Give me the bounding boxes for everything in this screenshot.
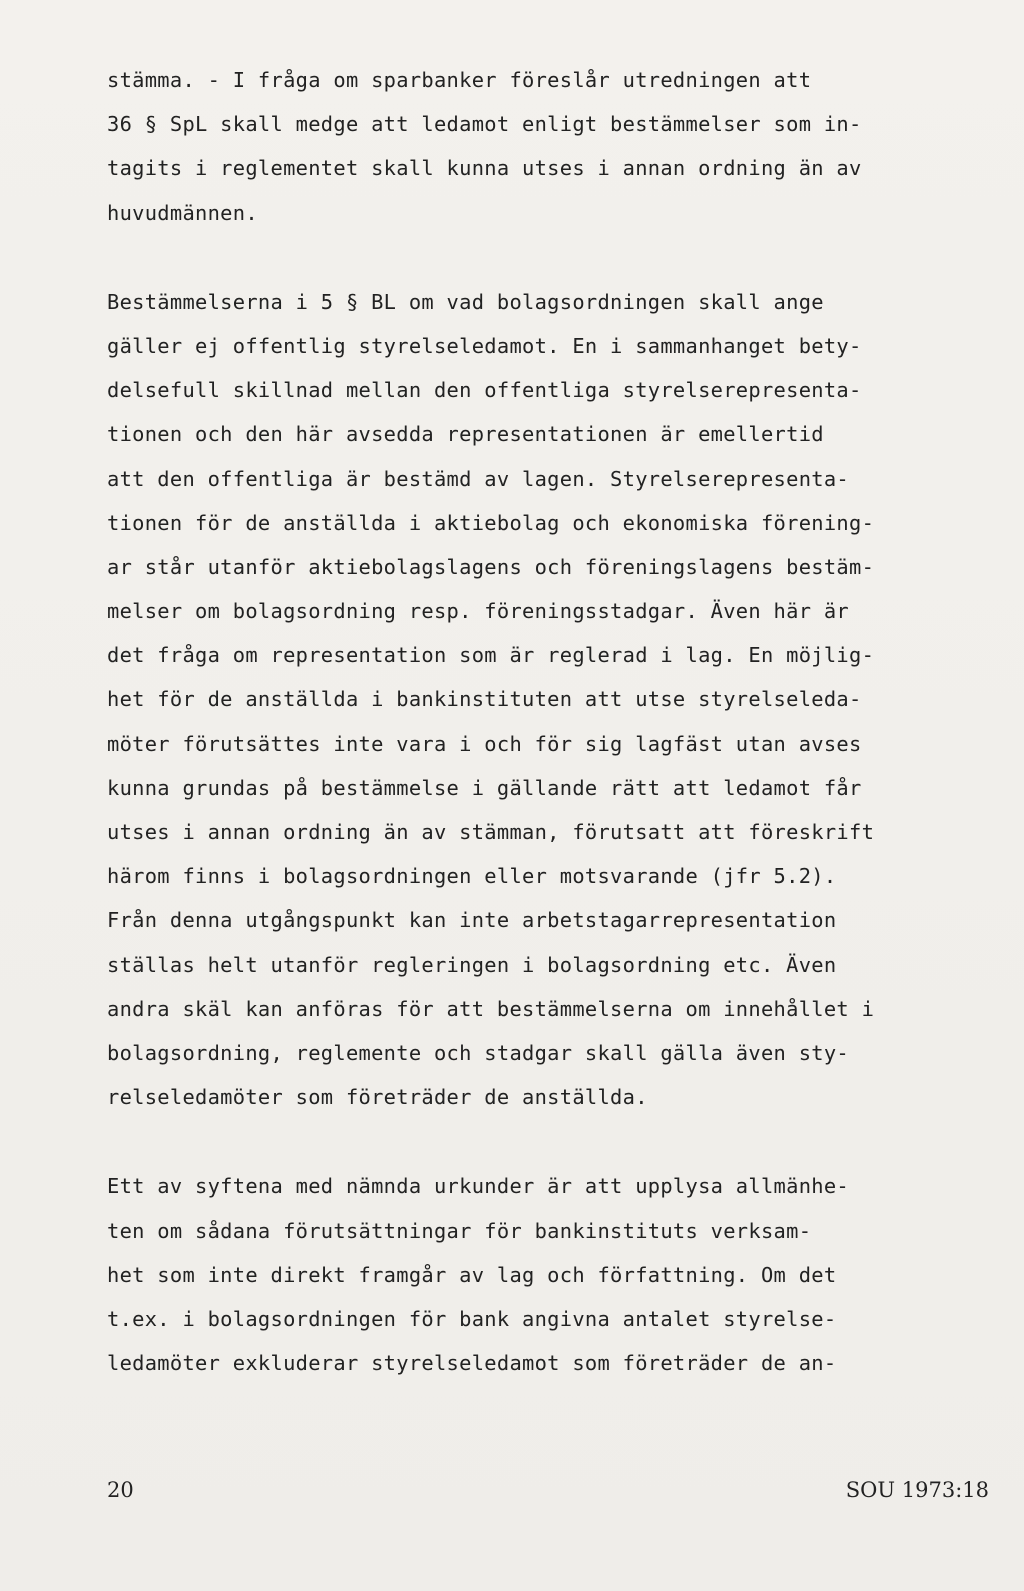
text-line: utses i annan ordning än av stämman, förutsatt att föreskrift — [107, 820, 875, 844]
text-line: t.ex. i bolagsordningen för bank angivna antalet styrelse- — [107, 1306, 837, 1331]
text-line: 36 § SpL skall medge att ledamot enligt bestämmelser som in- — [107, 112, 862, 137]
text-line: stämma. - I fråga om sparbanker föreslår utredningen att — [107, 68, 812, 92]
paragraph — [107, 280, 947, 1120]
paragraph-gap — [107, 1119, 947, 1164]
text-line: tagits i reglementet skall kunna utses i annan ordning än av — [107, 156, 862, 181]
text-line: melser om bolagsordning resp. föreningsstadgar. Även här är — [107, 599, 849, 624]
text-line: tionen för de anställda i aktiebolag och ekonomiska förening- — [107, 510, 875, 535]
text-line: Bestämmelserna i 5 § BL om vad bolagsordningen skall ange — [107, 289, 824, 314]
text-line: ställas helt utanför regleringen i bolagsordning etc. Även — [107, 952, 837, 977]
text-line: tionen och den här avsedda representationen är emellertid — [107, 422, 824, 447]
text-line: ar står utanför aktiebolagslagens och föreningslagens bestäm- — [107, 554, 875, 579]
document-reference: SOU 1973:18 — [845, 1478, 989, 1502]
text-line: Från denna utgångspunkt kan inte arbetstagarrepresentation — [107, 908, 837, 933]
text-line: möter förutsättes inte vara i och för sig lagfäst utan avses — [107, 731, 862, 756]
paragraph — [107, 58, 947, 235]
text-line: det fråga om representation som är reglerad i lag. En möjlig- — [107, 643, 875, 668]
text-line: härom finns i bolagsordningen eller motsvarande (jfr 5.2). — [107, 864, 837, 889]
text-line: ledamöter exkluderar styrelseledamot som företräder de an- — [107, 1351, 837, 1376]
paragraph — [107, 1164, 947, 1385]
text-line: andra skäl kan anföras för att bestämmelserna om innehållet i — [107, 996, 875, 1021]
text-line: kunna grundas på bestämmelse i gällande rätt att ledamot får — [107, 775, 862, 800]
text-line: Ett av syftena med nämnda urkunder är att upplysa allmänhe- — [107, 1174, 849, 1199]
text-line: ten om sådana förutsättningar för bankinstituts verksam- — [107, 1218, 812, 1243]
text-line: gäller ej offentlig styrelseledamot. En i sammanhanget bety- — [107, 333, 862, 358]
text-line: huvudmännen. — [107, 200, 258, 225]
text-line: delsefull skillnad mellan den offentliga styrelserepresenta- — [107, 378, 862, 403]
text-line: att den offentliga är bestämd av lagen. Styrelserepresenta- — [107, 466, 849, 491]
text-line: bolagsordning, reglemente och stadgar skall gälla även sty- — [107, 1040, 849, 1065]
text-line: het som inte direkt framgår av lag och författning. Om det — [107, 1262, 837, 1287]
text-line: relseledamöter som företräder de anställda. — [107, 1085, 648, 1110]
page-number: 20 — [107, 1478, 134, 1502]
text-line: het för de anställda i bankinstituten att utse styrelseleda- — [107, 687, 862, 712]
body-text — [107, 58, 947, 1385]
paragraph-gap — [107, 235, 947, 280]
